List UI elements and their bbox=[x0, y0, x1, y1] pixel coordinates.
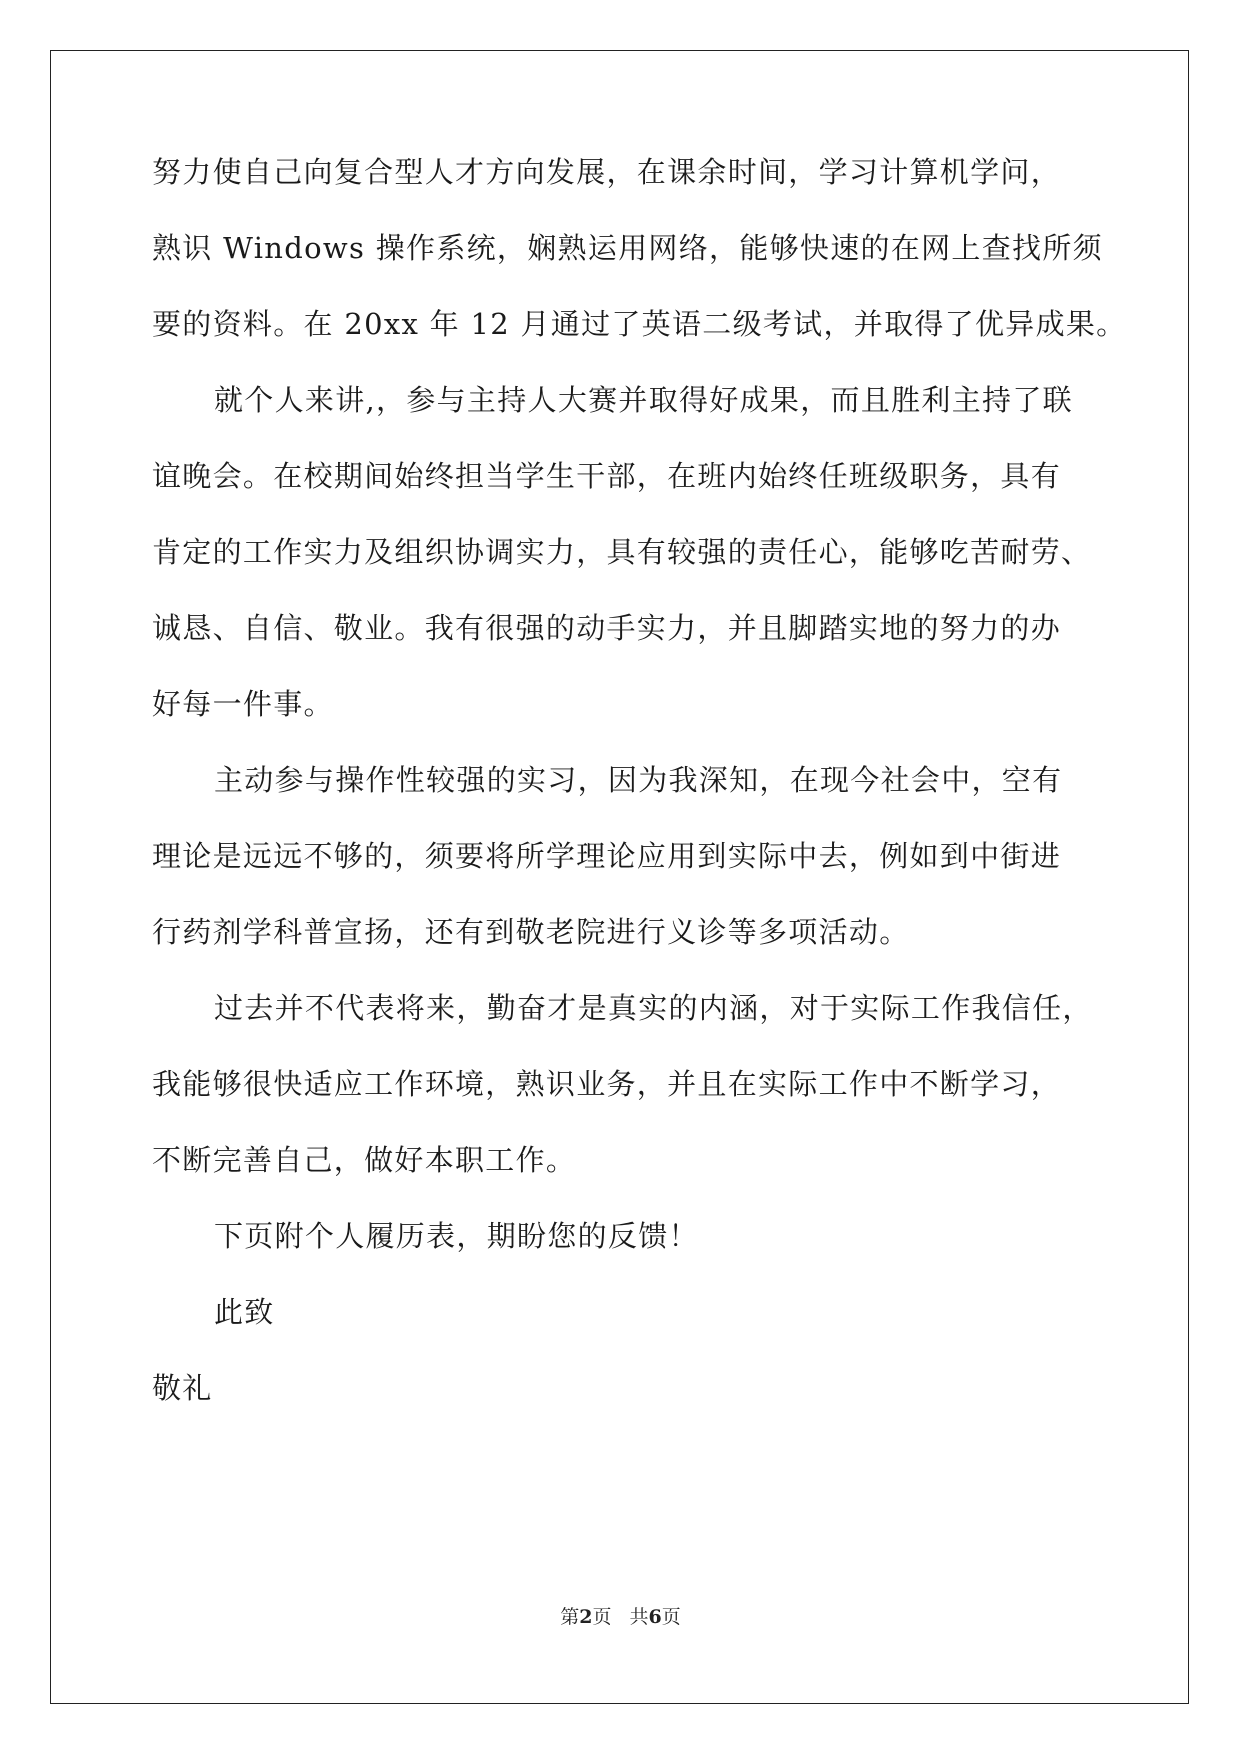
total-suffix: 页 bbox=[661, 1606, 681, 1628]
body-line: 行药剂学科普宣扬，还有到敬老院进行义诊等多项活动。 bbox=[152, 915, 910, 949]
body-line: 要的资料。在 20xx 年 12 月通过了英语二级考试，并取得了优异成果。 bbox=[152, 307, 1127, 341]
body-line: 肯定的工作实力及组织协调实力，具有较强的责任心，能够吃苦耐劳、 bbox=[152, 535, 1092, 569]
body-line: 我能够很快适应工作环境，熟识业务，并且在实际工作中不断学习， bbox=[152, 1067, 1062, 1101]
total-prefix: 共 bbox=[629, 1606, 649, 1628]
page-footer bbox=[0, 1604, 1241, 1630]
page-number: 2 bbox=[579, 1606, 593, 1628]
closing-line: 下页附个人履历表，期盼您的反馈！ bbox=[214, 1219, 699, 1253]
body-line: 好每一件事。 bbox=[152, 687, 334, 721]
total-pages: 6 bbox=[648, 1606, 662, 1628]
body-line: 不断完善自己，做好本职工作。 bbox=[152, 1143, 577, 1177]
regards-line: 敬礼 bbox=[152, 1371, 213, 1405]
page-suffix: 页 bbox=[592, 1606, 612, 1628]
page-prefix: 第 bbox=[560, 1606, 580, 1628]
paragraph-start-line: 过去并不代表将来，勤奋才是真实的内涵，对于实际工作我信任， bbox=[214, 991, 1093, 1025]
paragraph-start-line: 主动参与操作性较强的实习，因为我深知，在现今社会中，空有 bbox=[214, 763, 1063, 797]
body-line: 努力使自己向复合型人才方向发展，在课余时间，学习计算机学问， bbox=[152, 155, 1062, 189]
body-line: 理论是远远不够的，须要将所学理论应用到实际中去，例如到中街进 bbox=[152, 839, 1062, 873]
salutation-line: 此致 bbox=[214, 1295, 275, 1329]
body-line: 谊晚会。在校期间始终担当学生干部，在班内始终任班级职务，具有 bbox=[152, 459, 1062, 493]
paragraph-start-line: 就个人来讲,，参与主持人大赛并取得好成果，而且胜利主持了联 bbox=[214, 383, 1073, 417]
body-line: 诚恳、自信、敬业。我有很强的动手实力，并且脚踏实地的努力的办 bbox=[152, 611, 1062, 645]
body-line: 熟识 Windows 操作系统，娴熟运用网络，能够快速的在网上查找所须 bbox=[152, 231, 1103, 265]
page-border bbox=[50, 50, 1189, 1704]
